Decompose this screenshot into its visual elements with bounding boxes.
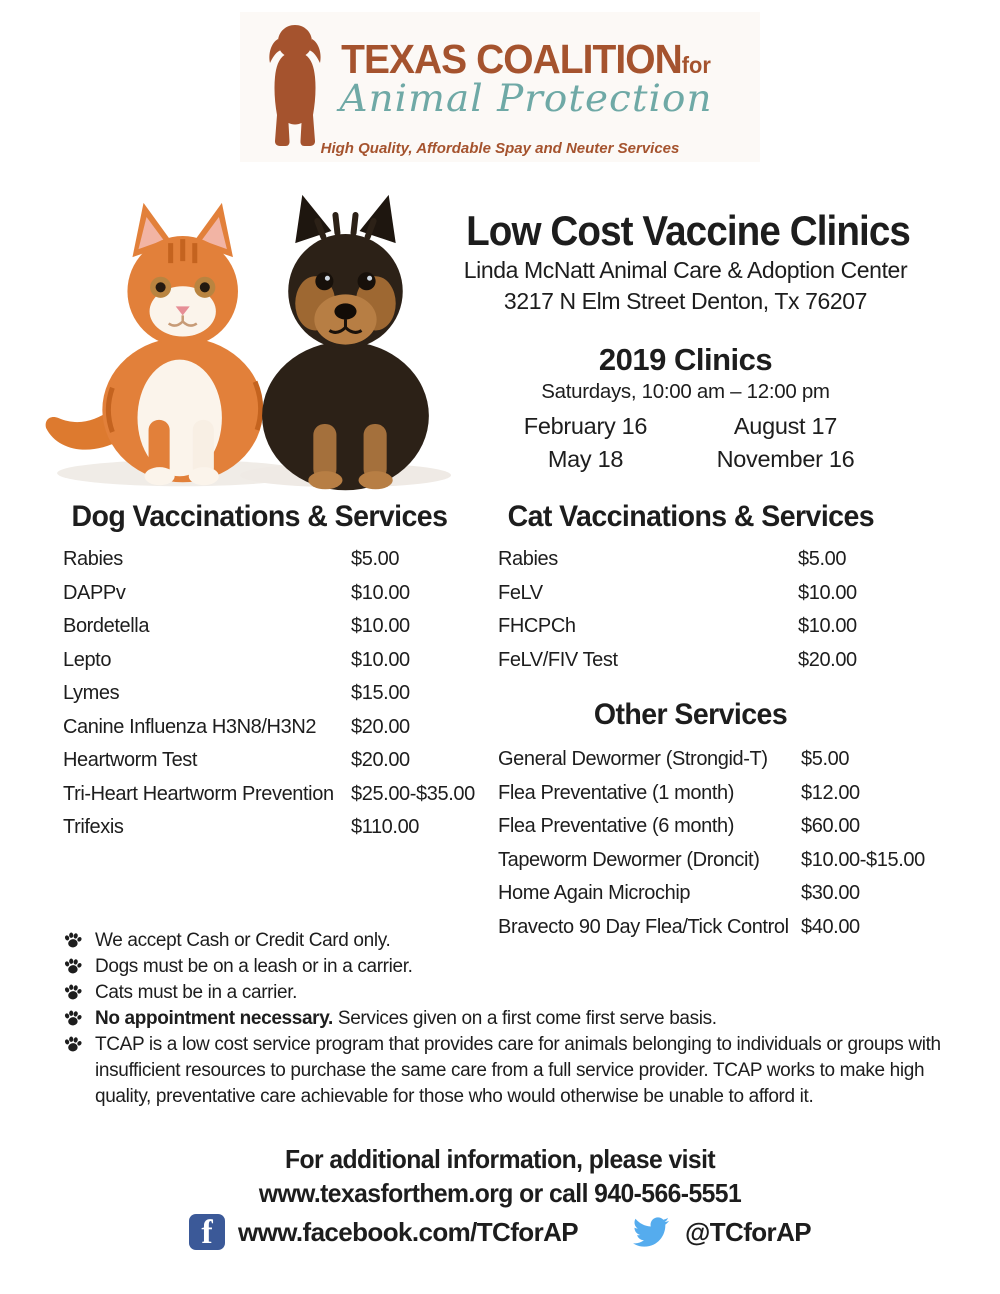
page-title: Low Cost Vaccine Clinics — [466, 207, 910, 254]
note-text: Dogs must be on a leash or in a carrier. — [95, 956, 413, 977]
note-text: We accept Cash or Credit Card only. — [95, 930, 391, 951]
note-text: Cats must be in a carrier. — [95, 982, 298, 1003]
table-row — [498, 743, 930, 777]
logo-tagline: High Quality, Affordable Spay and Neuter Services — [320, 140, 680, 157]
table-row — [63, 744, 473, 778]
service-name: Lepto — [63, 648, 112, 671]
table-row — [63, 778, 473, 812]
table-row — [498, 610, 870, 644]
paw-icon — [62, 932, 84, 949]
hero-info — [447, 207, 924, 475]
dog-services-table — [63, 543, 473, 845]
service-name: Rabies — [63, 548, 123, 571]
cat-services-table — [498, 543, 870, 677]
table-row — [63, 811, 473, 845]
clinics-schedule: Saturdays, 10:00 am – 12:00 pm — [541, 380, 830, 403]
puppy-illustration — [262, 195, 429, 490]
service-name: Tapeworm Dewormer (Droncit) — [498, 848, 760, 871]
table-row — [63, 543, 473, 577]
service-name: Heartworm Test — [63, 749, 198, 772]
table-row — [63, 610, 473, 644]
notes-list — [62, 928, 955, 1110]
service-price: $15.00 — [351, 682, 410, 705]
logo-for: for — [681, 52, 711, 78]
clinic-date: May 18 — [547, 446, 624, 472]
paw-icon — [62, 958, 84, 975]
facebook-icon: f — [189, 1214, 225, 1250]
footer-contact-line: www.texasforthem.org or call 940-566-5551 — [258, 1178, 742, 1208]
paw-icon — [62, 1010, 84, 1027]
table-row — [498, 577, 870, 611]
service-price: $10.00 — [351, 581, 410, 604]
table-row — [498, 543, 870, 577]
table-row — [63, 711, 473, 745]
service-name: FeLV — [498, 581, 543, 604]
footer — [0, 1142, 1000, 1250]
service-price: $20.00 — [351, 715, 410, 738]
service-name: Trifexis — [63, 816, 124, 839]
table-row — [498, 644, 870, 678]
service-price: $10.00 — [798, 581, 857, 604]
list-item — [62, 928, 955, 954]
service-name: DAPPv — [63, 581, 126, 604]
service-price: $10.00 — [351, 615, 410, 638]
logo-title: TEXAS COALITIONfor — [341, 36, 711, 82]
service-price: $12.00 — [801, 781, 860, 804]
twitter-handle: @TCforAP — [685, 1216, 811, 1247]
service-price: $30.00 — [801, 882, 860, 905]
table-row — [498, 810, 930, 844]
service-name: Tri-Heart Heartworm Prevention — [63, 782, 334, 805]
venue-address: 3217 N Elm Street Denton, Tx 76207 — [503, 288, 868, 314]
note-text: TCAP is a low cost service program that provides care for animals belonging to individuals or groups with insufficient resources to purchase the same care from a full service provider. TCAP works to make high quality, preventative care achievable for those who would otherwise be unable to afford it. — [95, 1034, 941, 1107]
service-name: Bordetella — [63, 615, 150, 638]
table-row — [63, 577, 473, 611]
paw-icon — [62, 1036, 84, 1053]
service-price: $5.00 — [798, 548, 847, 571]
note-text: No appointment necessary. Services given on a first come first serve basis. — [95, 1008, 717, 1029]
logo-text — [298, 38, 754, 118]
service-price: $40.00 — [801, 915, 860, 938]
cat-services-heading: Cat Vaccinations & Services — [507, 500, 875, 533]
service-name: Flea Preventative (1 month) — [498, 781, 734, 804]
twitter-icon — [630, 1214, 672, 1250]
cat-and-other-section — [498, 497, 930, 944]
logo-script-line: Animal Protection — [339, 77, 713, 120]
service-price: $20.00 — [798, 648, 857, 671]
clinics-heading: 2019 Clinics — [598, 342, 773, 377]
venue-name: Linda McNatt Animal Care & Adoption Center — [463, 257, 908, 283]
dog-services-heading: Dog Vaccinations & Services — [71, 500, 448, 533]
service-name: FeLV/FIV Test — [498, 648, 618, 671]
kitten-and-puppy-photo — [32, 166, 454, 494]
service-price: $5.00 — [351, 548, 400, 571]
service-name: Bravecto 90 Day Flea/Tick Control — [498, 915, 789, 938]
service-price: $10.00 — [798, 615, 857, 638]
list-item — [62, 980, 955, 1006]
service-price: $10.00 — [351, 648, 410, 671]
service-price: $5.00 — [801, 748, 850, 771]
list-item — [62, 1006, 955, 1032]
service-name: Rabies — [498, 548, 558, 571]
clinic-date: August 17 — [733, 413, 838, 439]
social-row — [0, 1214, 1000, 1250]
service-name: Canine Influenza H3N8/H3N2 — [63, 715, 317, 738]
service-name: FHCPCh — [498, 615, 576, 638]
facebook-url: www.facebook.com/TCforAP — [237, 1216, 578, 1247]
dog-services-section — [63, 497, 473, 845]
clinic-date: February 16 — [523, 413, 648, 439]
service-price: $20.00 — [351, 749, 410, 772]
paw-icon — [62, 984, 84, 1001]
list-item — [62, 1032, 955, 1110]
logo — [240, 12, 760, 162]
table-row — [498, 777, 930, 811]
service-name: General Dewormer (Strongid-T) — [498, 748, 768, 771]
service-name: Flea Preventative (6 month) — [498, 815, 734, 838]
other-services-heading: Other Services — [593, 698, 788, 731]
table-row — [498, 877, 930, 911]
kitten-illustration — [46, 203, 263, 485]
service-price: $60.00 — [801, 815, 860, 838]
table-row — [498, 844, 930, 878]
service-name: Home Again Microchip — [498, 882, 691, 905]
table-row — [63, 677, 473, 711]
service-price: $25.00-$35.00 — [351, 782, 475, 805]
table-row — [63, 644, 473, 678]
clinic-date: November 16 — [716, 446, 855, 472]
service-price: $10.00-$15.00 — [801, 848, 925, 871]
other-services-table — [498, 743, 930, 944]
clinic-dates — [486, 411, 886, 475]
service-price: $110.00 — [351, 816, 420, 839]
list-item — [62, 954, 955, 980]
service-name: Lymes — [63, 682, 120, 705]
footer-info-line: For additional information, please visit — [284, 1144, 716, 1174]
